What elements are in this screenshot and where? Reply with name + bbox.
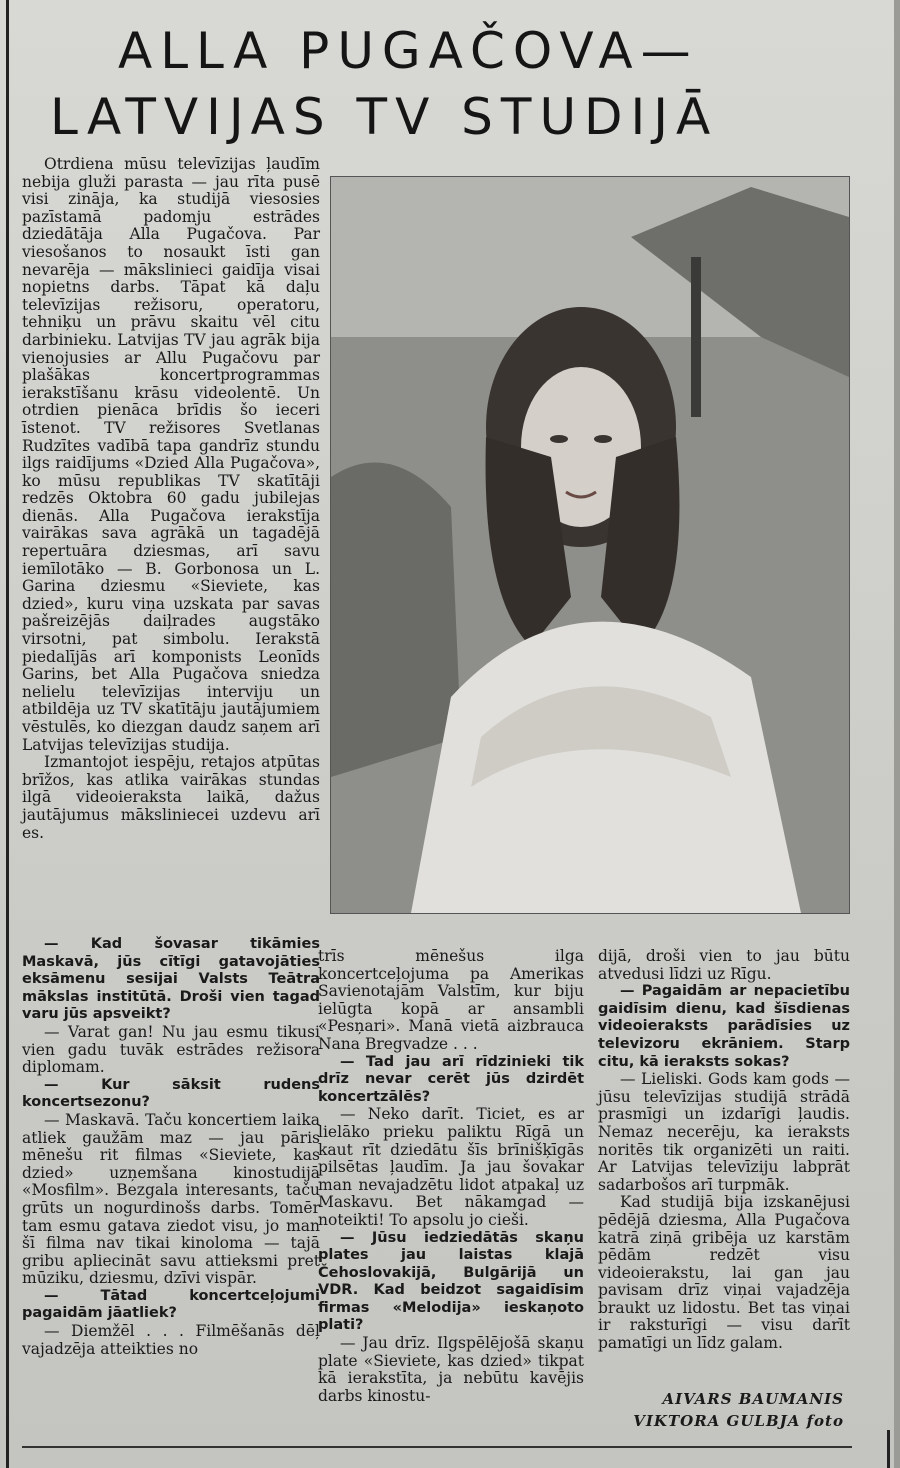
interview-answer: — Jau drīz. Ilgspēlējošā skaņu plate «Sieviete, kas dzied» tikpat kā ierakstīta, ja nebūtu kavējis darbs kinostu- — [318, 1334, 584, 1405]
photo-credit: VIKTORA GULBJA foto — [633, 1412, 844, 1430]
interview-answer: — Maskavā. Taču koncertiem laika atliek gaužām maz — jau pāris mēnešu rit filmas «Sieviete, kas dzied» uzņemšana kinostudijā «Mosfilm». Bezgala interesants, taču grūts un nogurdinošs darbs. Tomēr tam esmu gatava ziedot visu, jo man šī filma nav tikai kinoloma — tajā gribu apliecināt savu attieksmi pret mūziku, dziesmu, dzīvi vispār. — [22, 1110, 320, 1288]
column-1 — [22, 936, 320, 1436]
column-rule — [6, 0, 9, 1468]
closing-paragraph: Kad studijā bija izskanējusi pēdējā dziesma, Alla Pugačova katrā ziņā gribēja uz karstām pēdām redzēt visu videoierakstu, lai gan jau pavisam drīz viņai vajadzēja braukt uz lidostu. Bet tas viņai ir raksturīgi — visu darīt pamatīgi un līdz galam. — [598, 1193, 850, 1353]
byline — [598, 1388, 844, 1432]
interview-question: — Tātad koncertceļojumi pagaidām jāatliek? — [22, 1287, 320, 1322]
singer-photo — [330, 176, 850, 914]
headline-line-2: LATVIJAS TV STUDIJĀ — [50, 88, 719, 146]
corner-mark — [887, 1430, 890, 1468]
headline-line-1: ALLA PUGAČOVA— — [118, 22, 699, 80]
interview-question: — Tad jau arī rīdzinieki tik drīz nevar cerēt jūs dzirdēt koncertzālēs? — [318, 1053, 584, 1105]
author-name: AIVARS BAUMANIS — [662, 1390, 844, 1408]
intro-paragraph: Otrdiena mūsu televīzijas ļaudīm nebija gluži parasta — jau rīta pusē visi zināja, ka studijā viesosies pazīstamā padomju estrādes dziedātāja Alla Pugačova. Par viesošanos to nosaukt īsti gan nevarēja — mākslinieci gaidīja visai nopietns darbs. Tāpat kā daļu televīzijas režisoru, operatoru, tehniķu un prāvu skaitu vēl citu darbinieku. Latvijas TV jau agrāk bija vienojusies ar Allu Pugačovu par plašākas koncertprogrammas ierakstīšanu krāsu videolentē. Un otrdien pienāca brīdis šo ieceri īstenot. TV režisores Svetlanas Rudzītes vadībā tapa gandrīz stundu ilgs raidījums «Dzied Alla Pugačova», ko mūsu republikas TV skatītāji redzēs Oktobra 60 gadu jubilejas dienās. Alla Pugačova ierakstīja vairākas sava agrākā un tagadējā repertuāra dziesmas, arī savu iemīlotāko — B. Gorbonosa un L. Garina dziesmu «Sieviete, kas dzied», kuru viņa uzskata par savas pašreizējās daiļrades augstāko virsotni, pat simbolu. Ierakstā piedalījās arī komponists Leonīds Garins, bet Alla Pugačova sniedza nelielu televīzijas interviju un atbildēja uz TV skatītāju jautājumiem vēstulēs, ko diezgan daudz saņem arī Latvijas televīzijas studija. — [22, 155, 320, 754]
photo-illustration — [331, 177, 849, 913]
interview-answer: — Varat gan! Nu jau esmu tikusi vien gadu tuvāk estrādes režisora diplomam. — [22, 1022, 320, 1077]
page-edge — [894, 0, 900, 1468]
interview-answer: — Neko darīt. Ticiet, es ar lielāko prieku paliktu Rīgā un kaut rīt dziedātu šīs brīnišķīgās pilsētas ļaudīm. Ja jau šovakar man nevajadzētu lidot atpakaļ uz Maskavu. Bet nākamgad — noteikti! To apsolu jo cieši. — [318, 1105, 584, 1229]
interview-answer: trīs mēnešus ilga koncertceļojuma pa Amerikas Savienotajām Valstīm, kur biju ielūgta kopā ar ansambli «Pesņari». Manā vietā aizbrauca Nana Bregvadze . . . — [318, 947, 584, 1053]
bottom-rule — [22, 1446, 852, 1448]
interview-question: — Jūsu iedziedātās skaņu plates jau laistas klajā Čehoslovakijā, Bulgārijā un VDR. Kad beidzot sagaidīsim firmas «Melodija» ieskaņoto plati? — [318, 1229, 584, 1334]
interview-answer: dijā, droši vien to jau būtu atvedusi līdzi uz Rīgu. — [598, 947, 850, 983]
column-2 — [318, 948, 584, 1438]
interview-question: — Pagaidām ar nepacietību gaidīsim dienu, kad šīsdienas videoieraksts parādīsies uz televizoru ekrāniem. Starp citu, kā ieraksts sokas? — [598, 983, 850, 1070]
interview-question: — Kad šovasar tikāmies Maskavā, jūs cītīgi gatavojāties eksāmenu sesijai Valsts Teātra mākslas institūtā. Droši vien tagad varu jūs apsveikt? — [22, 936, 320, 1023]
interview-answer: — Lieliski. Gods kam gods — jūsu televīzijas studijā strādā prasmīgi un izdarīgi ļaudis. Nemaz necerēju, ka ieraksts noritēs tik organizēti un raiti. Ar Latvijas televīziju labprāt sadarbošos arī turpmāk. — [598, 1070, 850, 1194]
interview-question: — Kur sāksit rudens koncertsezonu? — [22, 1076, 320, 1111]
interview-answer: — Diemžēl . . . Filmēšanās dēļ vajadzēja atteikties no — [22, 1322, 320, 1358]
intro-column — [22, 156, 320, 936]
intro-paragraph: Izmantojot iespēju, retajos atpūtas brīžos, kas atlika vairākas stundas ilgā videoieraksta laikā, dažus jautājumus māksliniecei uzdevu arī es. — [22, 753, 320, 842]
column-3 — [598, 948, 850, 1438]
